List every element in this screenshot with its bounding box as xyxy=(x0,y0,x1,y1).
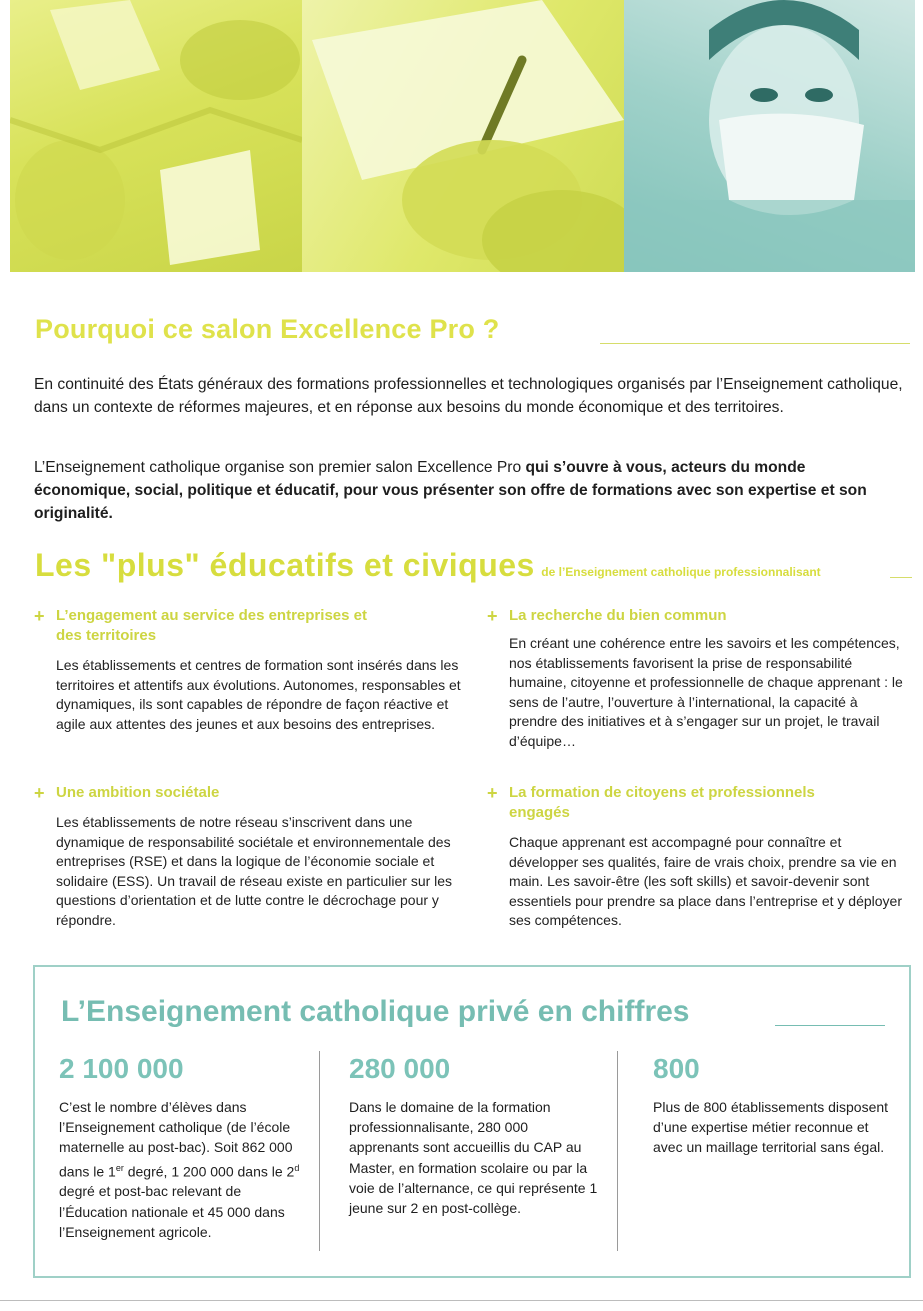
title-rule xyxy=(890,577,912,578)
salon-paragraph xyxy=(34,456,904,525)
plus-item-citoyens xyxy=(487,783,907,931)
plus-icon: + xyxy=(487,606,498,626)
photo-desk-papers xyxy=(10,0,302,272)
plus-item-body: Les établissements et centres de formation sont insérés dans les territoires et attentifs aux évolutions. Autonomes, responsables et dynamiques, ils sont capables de répondre de façon réactive et agile aux attentes des jeunes et aux besoins des entreprises. xyxy=(56,657,461,732)
stat-text: C’est le nombre d’élèves dans l’Enseignement catholique (de l’école maternelle au post-bac). Soit 862 000 dans le 1er degré, 1 200 000 dans le 2$^d$ degré et post-bac relevant de l’Éducation nationale et 45 000 dans l’Enseignement agricole. xyxy=(59,1099,300,1240)
salon-paragraph-plain: L’Enseignement catholique organise son premier salon Excellence Pro xyxy=(34,459,526,476)
plus-item-title xyxy=(487,606,907,626)
plus-item-title xyxy=(34,783,474,803)
plus-item-title-text: L’engagement au service des entreprises et des territoires xyxy=(56,607,367,644)
plus-item-body: Les établissements de notre réseau s’inscrivent dans une dynamique de responsabilité sociétale et environnementale des entreprises (RSE) et dans la logique de l’économie sociale et solidaire (ESS). Un travail de réseau existe en particulier sur les questions d’orientation et de lutte contre le décrochage pour y répondre. xyxy=(56,814,453,928)
section-title-pourquoi: Pourquoi ce salon Excellence Pro ? xyxy=(35,314,500,344)
stat-etablissements xyxy=(653,1051,893,1158)
stat-apprenants xyxy=(349,1051,599,1218)
plus-item-ambition xyxy=(34,783,474,930)
plus-icon: + xyxy=(34,606,45,626)
plus-item-body: En créant une cohérence entre les savoirs et les compétences, nos établissements favorisent la prise de responsabilité humaine, citoyenne et professionnelle de chaque apprenant : le sens de l’autre, l’ouverture à l’international, la capacité à prendre des initiatives et à s’engager sur un projet, le travail d’équipe… xyxy=(509,635,903,749)
plus-item-body: Chaque apprenant est accompagné pour connaître et développer ses qualités, faire de vrais choix, prendre sa vie en main. Les savoir-être (les soft skills) et savoir-devenir sont essentiels pour prendre sa place dans l’entreprise et y déployer ses compétences. xyxy=(509,834,903,928)
section-title-plus-main: Les "plus" éducatifs et civiques xyxy=(35,547,535,583)
plus-icon: + xyxy=(34,783,45,803)
title-rule xyxy=(775,1025,885,1026)
plus-item-engagement xyxy=(34,606,474,734)
section-title-plus xyxy=(35,547,821,584)
plus-item-title-text: La recherche du bien commun xyxy=(509,607,727,624)
plus-item-title-text: La formation de citoyens et professionnels engagés xyxy=(509,784,815,821)
salon-paragraph-bold: qui s’ouvre à vous, acteurs du monde économique, social, politique et éducatif, pour vous présenter son offre de formations avec son expertise et son originalité. xyxy=(34,459,867,522)
stat-text: Plus de 800 établissements disposent d’une expertise métier reconnue et avec un maillage territorial sans égal. xyxy=(653,1099,889,1156)
column-divider xyxy=(319,1051,320,1251)
photo-hand-writing xyxy=(302,0,624,272)
plus-item-title xyxy=(34,606,474,646)
plus-item-bien-commun xyxy=(487,606,907,751)
column-divider xyxy=(617,1051,618,1251)
plus-item-title xyxy=(487,783,907,823)
stat-number: 2 100 000 xyxy=(59,1053,184,1084)
stat-text: Dans le domaine de la formation professionnalisante, 280 000 apprenants sont accueillis du CAP au Master, en formation scolaire ou par la voie de l’alternance, ce qui représente 1 jeune sur 2 en post-collège. xyxy=(349,1099,598,1217)
plus-icon: + xyxy=(487,783,498,803)
section-title-chiffres: L’Enseignement catholique privé en chiffres xyxy=(61,995,690,1028)
chiffres-box xyxy=(33,965,911,1278)
title-rule xyxy=(600,343,910,344)
stat-number: 800 xyxy=(653,1053,700,1084)
section-title-plus-sub: de l’Enseignement catholique professionnalisant xyxy=(541,565,821,579)
page-bottom-rule xyxy=(0,1300,923,1301)
plus-item-title-text: Une ambition sociétale xyxy=(56,784,220,801)
photo-person-mask xyxy=(624,0,915,272)
stat-number: 280 000 xyxy=(349,1053,451,1084)
intro-paragraph: En continuité des États généraux des formations professionnelles et technologiques organisés par l’Enseignement catholique, dans un contexte de réformes majeures, et en réponse aux besoins du monde économique et des territoires. xyxy=(34,376,903,416)
stat-eleves xyxy=(59,1051,309,1242)
header-photo-strip xyxy=(10,0,915,272)
